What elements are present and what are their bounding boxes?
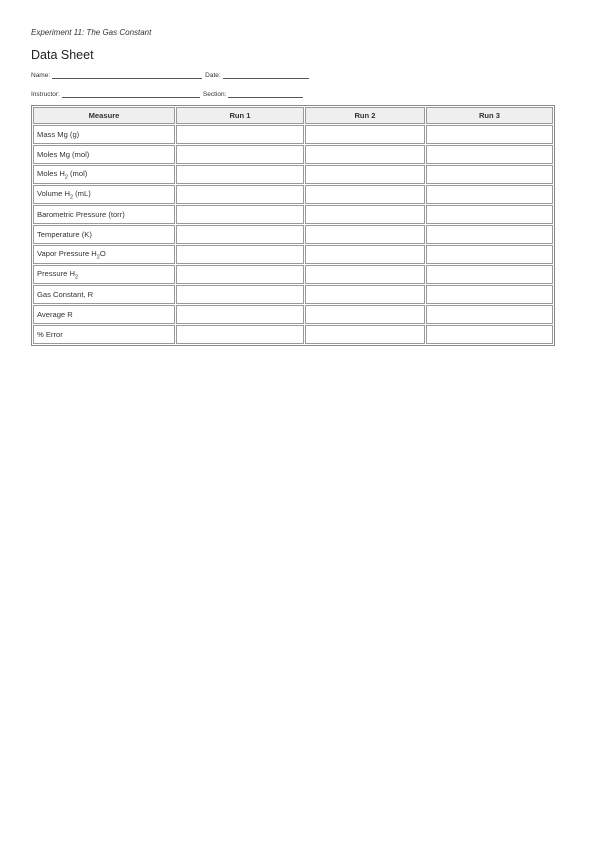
- measure-label: [33, 185, 175, 204]
- measure-label: [33, 285, 175, 304]
- measure-text-suffix: (mol): [67, 168, 88, 178]
- run-3-cell[interactable]: [426, 205, 553, 224]
- measure-text: Moles H: [37, 168, 65, 178]
- run-2-cell[interactable]: [305, 245, 425, 264]
- experiment-header: Experiment 11: The Gas Constant: [31, 28, 152, 37]
- run-3-cell[interactable]: [426, 265, 553, 284]
- run-2-cell[interactable]: [305, 285, 425, 304]
- measure-label: [33, 305, 175, 324]
- table-row: [33, 225, 553, 244]
- run-1-cell[interactable]: [176, 325, 304, 344]
- run-3-cell[interactable]: [426, 125, 553, 144]
- run-1-cell[interactable]: [176, 125, 304, 144]
- run-3-cell[interactable]: [426, 225, 553, 244]
- measure-text: Mass Mg (g): [37, 130, 80, 139]
- run-1-cell[interactable]: [176, 305, 304, 324]
- run-2-cell[interactable]: [305, 305, 425, 324]
- measure-text: Pressure H: [37, 268, 75, 278]
- column-header: Run 3: [426, 107, 553, 124]
- measure-text-suffix: O: [99, 248, 106, 258]
- run-3-cell[interactable]: [426, 165, 553, 184]
- page-title: Data Sheet: [31, 48, 94, 62]
- table-row: [33, 145, 553, 164]
- instructor-field-line[interactable]: [62, 91, 200, 98]
- column-header: Measure: [33, 107, 175, 124]
- run-3-cell[interactable]: [426, 145, 553, 164]
- run-1-cell[interactable]: [176, 185, 304, 204]
- run-1-cell[interactable]: [176, 205, 304, 224]
- measure-label: [33, 245, 175, 264]
- run-1-cell[interactable]: [176, 145, 304, 164]
- table-row: [33, 265, 553, 284]
- run-2-cell[interactable]: [305, 125, 425, 144]
- column-header: Run 2: [305, 107, 425, 124]
- table-row: [33, 125, 553, 144]
- measure-label: [33, 325, 175, 344]
- measure-label: [33, 145, 175, 164]
- run-2-cell[interactable]: [305, 225, 425, 244]
- table-row: [33, 205, 553, 224]
- table-row: [33, 285, 553, 304]
- measure-label: [33, 225, 175, 244]
- name-label: Name:: [31, 72, 51, 79]
- run-2-cell[interactable]: [305, 145, 425, 164]
- measure-label: [33, 125, 175, 144]
- measure-text: Average R: [37, 310, 73, 319]
- measure-label: [33, 165, 175, 184]
- run-3-cell[interactable]: [426, 325, 553, 344]
- measure-text: Vapor Pressure H: [37, 248, 97, 258]
- run-1-cell[interactable]: [176, 285, 304, 304]
- run-1-cell[interactable]: [176, 165, 304, 184]
- date-field-line[interactable]: [223, 72, 309, 79]
- measure-subscript: 2: [96, 254, 100, 261]
- table-row: [33, 185, 553, 204]
- table-row: [33, 325, 553, 344]
- data-sheet-page: [31, 27, 554, 346]
- run-2-cell[interactable]: [305, 165, 425, 184]
- section-field-line[interactable]: [228, 91, 303, 98]
- measure-subscript: 2: [74, 274, 79, 281]
- run-3-cell[interactable]: [426, 185, 553, 204]
- run-1-cell[interactable]: [176, 225, 304, 244]
- data-table: [31, 105, 555, 346]
- measure-text: % Error: [37, 330, 63, 339]
- measure-text: Moles Mg (mol): [37, 150, 90, 159]
- measure-label: [33, 265, 175, 284]
- measure-label: [33, 205, 175, 224]
- table-body: [33, 125, 553, 344]
- table-row: [33, 165, 553, 184]
- run-3-cell[interactable]: [426, 245, 553, 264]
- run-2-cell[interactable]: [305, 265, 425, 284]
- table-row: [33, 305, 553, 324]
- run-3-cell[interactable]: [426, 305, 553, 324]
- table-header-row: [33, 107, 553, 124]
- run-2-cell[interactable]: [305, 205, 425, 224]
- measure-subscript: 2: [69, 194, 73, 201]
- table-row: [33, 245, 553, 264]
- name-field-line[interactable]: [52, 72, 202, 79]
- measure-text: Gas Constant, R: [37, 290, 94, 299]
- run-2-cell[interactable]: [305, 185, 425, 204]
- run-1-cell[interactable]: [176, 265, 304, 284]
- measure-text-suffix: (mL): [73, 188, 91, 198]
- run-1-cell[interactable]: [176, 245, 304, 264]
- run-3-cell[interactable]: [426, 285, 553, 304]
- run-2-cell[interactable]: [305, 325, 425, 344]
- measure-text: Temperature (K): [37, 230, 92, 239]
- section-label: Section:: [202, 91, 227, 98]
- column-header: Run 1: [176, 107, 304, 124]
- measure-subscript: 2: [64, 174, 68, 181]
- measure-text: Volume H: [37, 188, 70, 198]
- name-date-row: [31, 69, 554, 79]
- instructor-section-row: [31, 88, 554, 98]
- measure-text: Barometric Pressure (torr): [37, 210, 125, 219]
- instructor-label: Instructor:: [31, 91, 60, 98]
- date-label: Date:: [205, 72, 221, 79]
